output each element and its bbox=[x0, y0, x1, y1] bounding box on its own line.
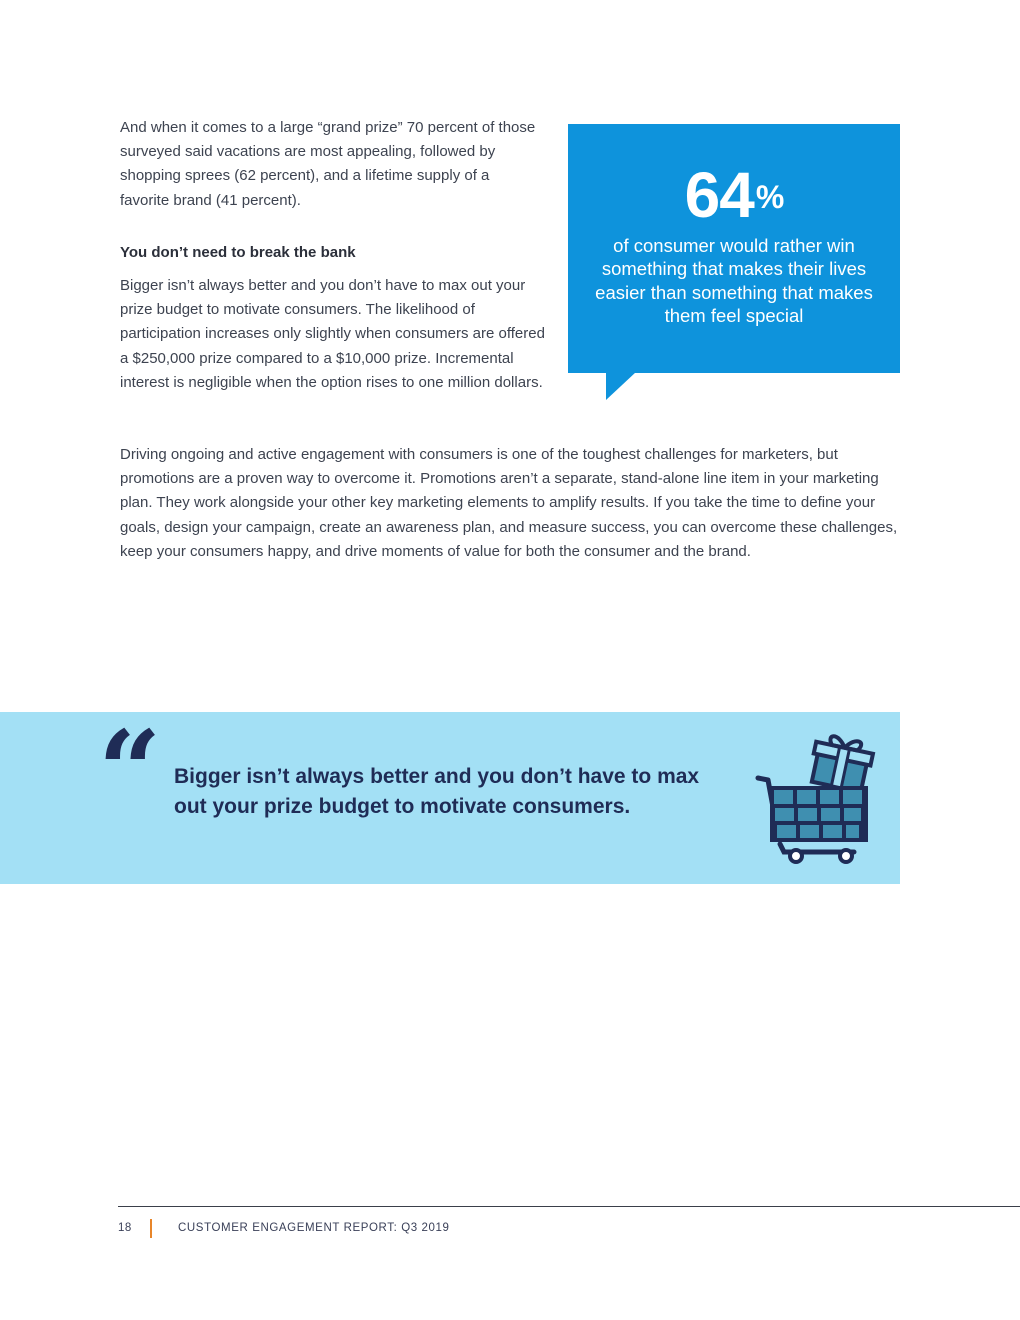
stat-value: 64 bbox=[684, 159, 754, 231]
footer-rule bbox=[118, 1206, 1020, 1207]
stat-callout bbox=[568, 124, 900, 373]
section-subheading: You don’t need to break the bank bbox=[120, 244, 356, 261]
stat-number bbox=[568, 160, 900, 230]
body-paragraph-prize-budget: Bigger isn’t always better and you don’t have to max out your prize budget to motivate consumers. The likelihood of participation increases only slightly when consumers are offered a $250,000 prize compared to a $10,000 prize. Incremental interest is negligible when the option rises to one million dollars. bbox=[120, 277, 545, 391]
intro-paragraph: And when it comes to a large “grand prize” 70 percent of those surveyed said vacations are most appealing, followed by shopping sprees (62 percent), and a lifetime supply of a favorite brand (41 percent). bbox=[120, 119, 536, 209]
pull-quote-text: Bigger isn’t always better and you don’t have to max out your prize budget to motivate consumers. bbox=[174, 765, 700, 818]
page-number: 18 bbox=[118, 1222, 132, 1234]
stat-description: of consumer would rather win something that makes their lives easier than something that makes them feel special bbox=[595, 235, 873, 326]
stat-unit: % bbox=[755, 179, 784, 215]
gift-icon bbox=[808, 733, 875, 793]
shopping-cart-gift-icon bbox=[754, 730, 880, 866]
body-paragraph-engagement: Driving ongoing and active engagement with consumers is one of the toughest challenges for marketers, but promotions are a proven way to overcome it. Promotions aren’t a separate, stand-alone line item in your marketing plan. They work alongside your other key marketing elements to amplify results. If you take the time to define your goals, design your campaign, create an awareness plan, and measure success, you can overcome these challenges, keep your consumers happy, and drive moments of value for both the consumer and the brand. bbox=[120, 446, 898, 560]
speech-bubble-tail bbox=[606, 372, 636, 400]
footer-report-title: CUSTOMER ENGAGEMENT REPORT: Q3 2019 bbox=[178, 1222, 450, 1234]
footer-divider bbox=[150, 1219, 152, 1238]
quote-mark-icon: “ bbox=[98, 706, 162, 835]
